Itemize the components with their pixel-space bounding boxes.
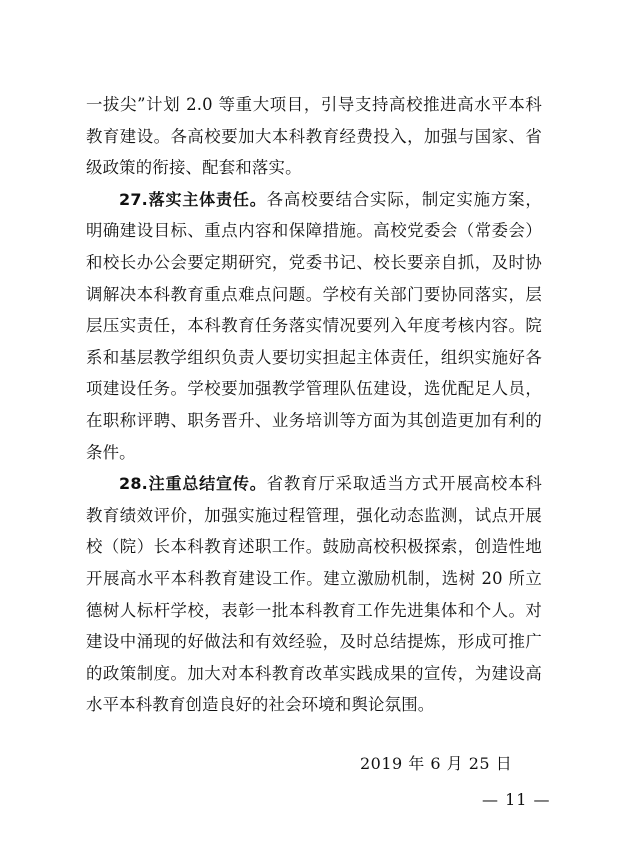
document-body [86, 89, 542, 721]
page-number: — 11 — [482, 790, 551, 809]
paragraph-28-text: 省教育厅采取适当方式开展高校本科教育绩效评价，加强实施过程管理，强化动态监测，试点开展校（院）长本科教育述职工作。鼓励高校积极探索，创造性地开展高水平本科教育建设工作。建立激励机制，选树 20 所立德树人标杆学校，表彰一批本科教育工作先进集体和个人。对建设中涌现的好做法和有效经验，及时总结提炼，形成可推广的政策制度。加大对本科教育改革实践成果的宣传，为建设高水平本科教育创造良好的社会环境和舆论氛围。 [86, 474, 542, 715]
paragraph-27-text: 各高校要结合实际，制定实施方案，明确建设目标、重点内容和保障措施。高校党委会（常委会）和校长办公会要定期研究，党委书记、校长要亲自抓，及时协调解决本科教育重点难点问题。学校有关部门要协同落实，层层压实责任，本科教育任务落实情况要列入年度考核内容。院系和基层教学组织负责人要切实担起主体责任，组织实施好各项建设任务。学校要加强教学管理队伍建设，选优配足人员，在职称评聘、职务晋升、业务培训等方面为其创造更加有利的条件。 [86, 189, 542, 462]
paragraph-28-title: 28.注重总结宣传。 [119, 474, 267, 494]
paragraph-28 [86, 468, 542, 721]
paragraph-27-title: 27.落实主体责任。 [119, 189, 267, 209]
paragraph-continuation: 一拔尖”计划 2.0 等重大项目，引导支持高校推进高水平本科教育建设。各高校要加大本科教育经费投入，加强与国家、省级政策的衔接、配套和落实。 [86, 95, 542, 178]
document-date: 2019 年 6 月 25 日 [360, 754, 513, 773]
paragraph-27 [86, 184, 542, 468]
